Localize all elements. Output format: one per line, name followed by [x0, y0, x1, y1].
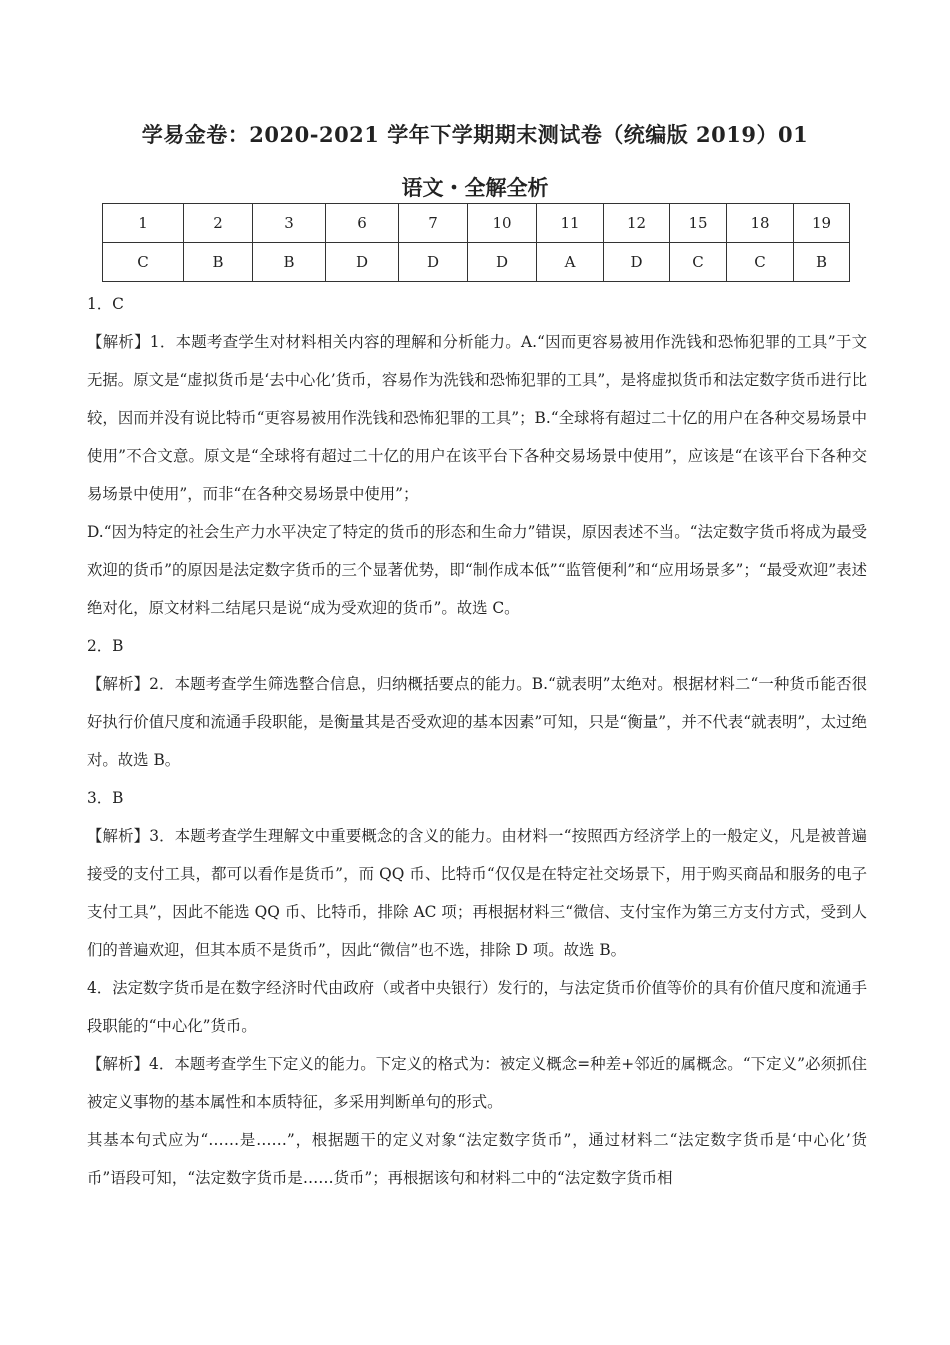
q2-analysis: 【解析】2．本题考查学生筛选整合信息，归纳概括要点的能力。B.“就表明”太绝对。根据材料二“一种货币能否很好执行价值尺度和流通手段职能，是衡量其是否受欢迎的基本因素”可知，只是“衡量”，并不代表“就表明”，太过绝对。故选 B。	[87, 675, 867, 769]
answer-row	[103, 243, 850, 282]
q2-answer: 2．B	[87, 637, 124, 655]
question-number-cell: 6	[326, 204, 399, 243]
answer-cell: C	[103, 243, 184, 282]
question-number-row	[103, 204, 850, 243]
question-number-cell: 2	[184, 204, 253, 243]
q4-answer: 4．法定数字货币是在数字经济时代由政府（或者中央银行）发行的，与法定货币价值等价的具有价值尺度和流通手段职能的“中心化”货币。	[87, 979, 867, 1035]
page-title: 学易金卷：2020-2021 学年下学期期末测试卷（统编版 2019）01	[141, 122, 809, 147]
answer-cell: D	[399, 243, 468, 282]
analysis-body	[87, 285, 867, 1197]
answer-cell: C	[670, 243, 727, 282]
question-number-cell: 12	[604, 204, 670, 243]
question-number-cell: 10	[468, 204, 537, 243]
answer-cell: C	[727, 243, 794, 282]
question-number-cell: 11	[537, 204, 604, 243]
question-number-cell: 7	[399, 204, 468, 243]
q1-analysis-d: D.“因为特定的社会生产力水平决定了特定的货币的形态和生命力”错误，原因表述不当。“法定数字货币将成为最受欢迎的货币”的原因是法定数字货币的三个显著优势，即“制作成本低”“监管便利”和“应用场景多”；“最受欢迎”表述绝对化，原文材料二结尾只是说“成为受欢迎的货币”。故选 C。	[87, 523, 867, 617]
question-number-cell: 18	[727, 204, 794, 243]
q4-analysis-cont: 其基本句式应为“……是……”，根据题干的定义对象“法定数字货币”，通过材料二“法定数字货币是‘中心化’货币”语段可知，“法定数字货币是……货币”；再根据该句和材料二中的“法定数字货币相	[87, 1131, 867, 1187]
answer-cell: A	[537, 243, 604, 282]
q1-answer: 1．C	[87, 295, 124, 313]
answer-table	[102, 203, 850, 282]
question-number-cell: 1	[103, 204, 184, 243]
answer-cell: B	[794, 243, 850, 282]
q4-analysis: 【解析】4．本题考查学生下定义的能力。下定义的格式为：被定义概念=种差+邻近的属概念。“下定义”必须抓住被定义事物的基本属性和本质特征，多采用判断单句的形式。	[87, 1055, 867, 1111]
answer-cell: B	[184, 243, 253, 282]
q3-analysis: 【解析】3．本题考查学生理解文中重要概念的含义的能力。由材料一“按照西方经济学上的一般定义，凡是被普遍接受的支付工具，都可以看作是货币”，而 QQ 币、比特币“仅仅是在特定社交场景下，用于购买商品和服务的电子支付工具”，因此不能选 QQ 币、比特币，排除 AC 项；再根据材料三“微信、支付宝作为第三方支付方式，受到人们的普遍欢迎，但其本质不是货币”，因此“微信”也不选，排除 D 项。故选 B。	[87, 827, 867, 959]
answer-cell: D	[604, 243, 670, 282]
answer-cell: D	[468, 243, 537, 282]
question-number-cell: 15	[670, 204, 727, 243]
question-number-cell: 3	[253, 204, 326, 243]
question-number-cell: 19	[794, 204, 850, 243]
answer-cell: B	[253, 243, 326, 282]
answer-cell: D	[326, 243, 399, 282]
q3-answer: 3．B	[87, 789, 124, 807]
q1-analysis: 【解析】1．本题考查学生对材料相关内容的理解和分析能力。A.“因而更容易被用作洗钱和恐怖犯罪的工具”于文无据。原文是“虚拟货币是‘去中心化’货币，容易作为洗钱和恐怖犯罪的工具”，是将虚拟货币和法定数字货币进行比较，因而并没有说比特币“更容易被用作洗钱和恐怖犯罪的工具”；B.“全球将有超过二十亿的用户在各种交易场景中使用”不合文意。原文是“全球将有超过二十亿的用户在该平台下各种交易场景中使用”，应该是“在该平台下各种交易场景中使用”，而非“在各种交易场景中使用”；	[87, 333, 867, 503]
page-subtitle: 语文・全解全析	[401, 175, 549, 200]
